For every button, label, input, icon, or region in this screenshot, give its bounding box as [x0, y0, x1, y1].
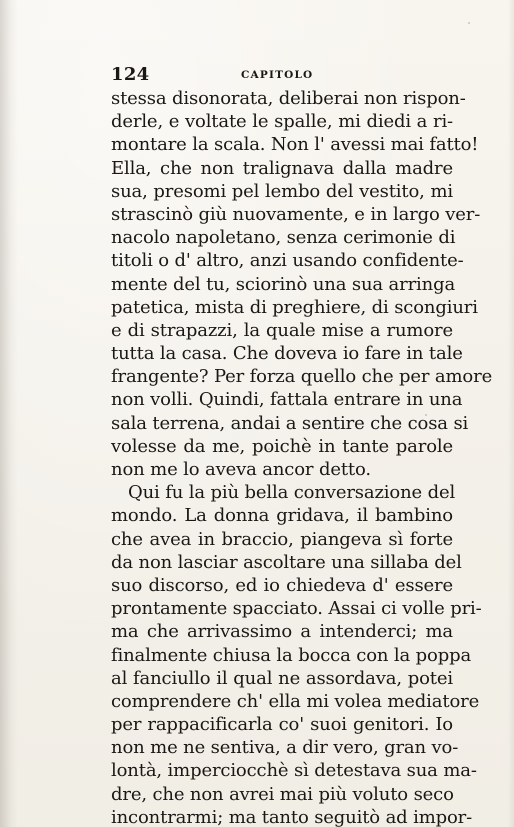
text-line: derle, e voltate le spalle, mi diedi a ri- — [111, 111, 453, 133]
running-head: CAPITOLO — [241, 69, 314, 81]
text-line: suo discorso, ed io chiedeva d' essere — [111, 574, 453, 596]
text-line: frangente? Per forza quello che per amore — [111, 366, 493, 388]
gutter-shadow — [0, 0, 18, 827]
paper-speck — [468, 22, 470, 24]
text-line: montare la scala. Non l' avessi mai fatto! — [111, 134, 479, 156]
text-line: lontà, imperciocchè sì detestava sua ma- — [111, 760, 477, 782]
text-line: Ella, che non tralignava dalla madre — [111, 157, 453, 179]
text-line: nacolo napoletano, senza cerimonie di — [111, 227, 456, 249]
text-line: finalmente chiusa la bocca con la poppa — [111, 644, 472, 666]
text-line: volesse da me, poichè in tante parole — [111, 435, 453, 457]
paragraph-1 — [111, 87, 493, 481]
page-number: 124 — [111, 64, 150, 85]
text-line: patetica, mista di preghiere, di scongiuri — [111, 296, 478, 318]
paper-speck — [425, 414, 427, 416]
page-edge — [508, 0, 514, 827]
text-line: comprendere ch' ella mi volea mediatore — [111, 690, 480, 712]
text-line: non volli. Quindi, fattala entrare in una — [111, 389, 463, 411]
text-line: che avea in braccio, piangeva sì forte — [111, 528, 453, 550]
text-line: mente del tu, sciorinò una sua arringa — [111, 273, 456, 295]
text-line: al fanciullo il qual ne assordava, potei — [111, 667, 453, 689]
text-line: incontrarmi; ma tanto seguitò ad impor- — [111, 806, 473, 827]
text-line: per rappacificarla co' suoi genitori. Io — [111, 714, 453, 736]
text-line: titoli o d' altro, anzi usando confidente- — [111, 250, 464, 272]
paragraph-2 — [111, 481, 482, 827]
text-line: tutta la casa. Che doveva io fare in tale — [111, 343, 463, 365]
text-line: stessa disonorata, deliberai non rispon- — [111, 88, 466, 109]
text-line: prontamente spacciato. Assai ci volle pri- — [111, 598, 482, 620]
text-line: non me lo aveva ancor detto. — [111, 459, 371, 480]
text-line: sua, presomi pel lembo del vestito, mi — [111, 180, 453, 202]
text-line: sala terrena, andai a sentire che cosa si — [111, 412, 469, 434]
body-text — [111, 87, 493, 827]
paper-speck — [268, 448, 270, 450]
page-header — [111, 64, 453, 86]
text-line: non me ne sentiva, a dir vero, gran vo- — [111, 737, 459, 759]
text-line: dre, che non avrei mai più voluto seco — [111, 783, 454, 805]
text-line: ma che arrivassimo a intenderci; ma — [111, 621, 453, 643]
text-line: Qui fu la più bella conversazione del — [128, 482, 456, 504]
text-line: strascinò giù nuovamente, e in largo ver- — [111, 203, 481, 225]
text-line: da non lasciar ascoltare una sillaba del — [111, 551, 462, 573]
text-line: e di strapazzi, la quale mise a rumore — [111, 319, 453, 341]
text-line: mondo. La donna gridava, il bambino — [111, 505, 453, 527]
